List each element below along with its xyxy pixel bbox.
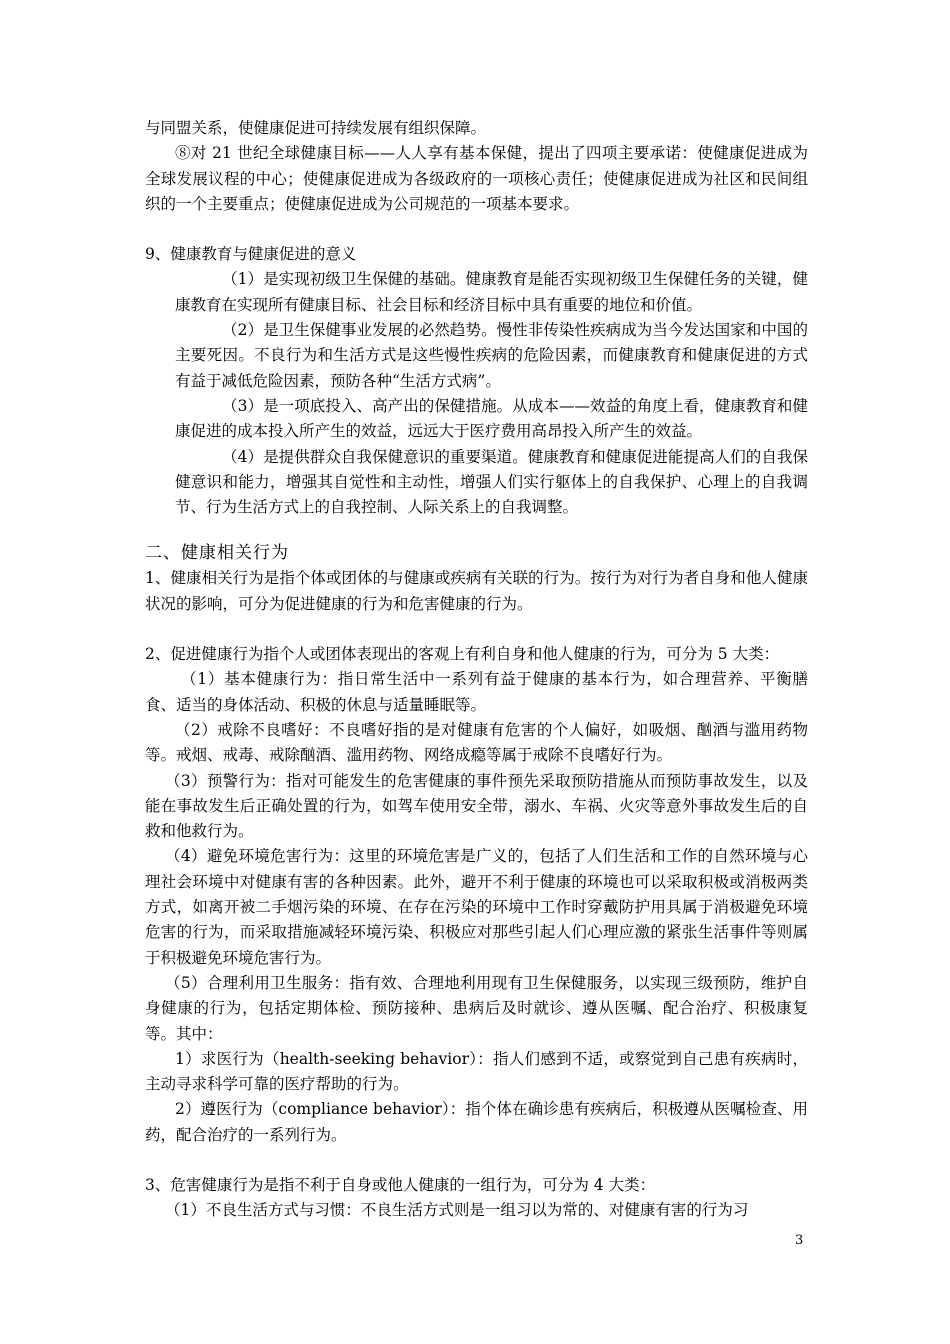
promoting-item-5-sub-1: 1）求医行为（health-seeking behavior）：指人们感到不适，或察觉到自己患有疾病时，主动寻求科学可靠的医疗帮助的行为。 bbox=[145, 1049, 808, 1094]
page-content bbox=[145, 116, 808, 1224]
spacer bbox=[145, 217, 808, 242]
promoting-item-4: （4）避免环境危害行为：这里的环境危害是广义的，包括了人们生活和工作的自然环境与心理社会环境中对健康有害的各种因素。此外，避开不利于健康的环境也可以采取积极或消极两类方式，如离开被二手烟污染的环境、在存在污染的环境中工作时穿戴防护用具属于消极避免环境危害的行为，而采取措施减轻环境污染、积极应对那些引起人们心理应激的紧张生活事件等则属于积极避免环境危害行为。 bbox=[145, 847, 808, 967]
spacer bbox=[145, 520, 808, 540]
section-9-item-4: （4）是提供群众自我保健意识的重要渠道。健康教育和健康促进能提高人们的自我保健意识和能力，增强其自觉性和主动性，增强人们实行躯体上的自我保护、心理上的自我调节、行为生活方式上的自我控制、人际关系上的自我调整。 bbox=[175, 447, 808, 517]
paragraph-continuation: 与同盟关系，使健康促进可持续发展有组织保障。 bbox=[145, 119, 487, 137]
page-number: 3 bbox=[795, 1233, 804, 1248]
section-9-item-3: （3）是一项底投入、高产出的保健措施。从成本——效益的角度上看，健康教育和健康促进的成本投入所产生的效益，远远大于医疗费用高昂投入所产生的效益。 bbox=[175, 396, 808, 441]
promoting-item-5-sub-2: 2）遵医行为（compliance behavior）：指个体在确诊患有疾病后，积极遵从医嘱检查、用药，配合治疗的一系列行为。 bbox=[145, 1100, 808, 1144]
section-9-item-1: （1）是实现初级卫生保健的基础。健康教育是能否实现初级卫生保健任务的关键，健康教育在实现所有健康目标、社会目标和经济目标中具有重要的地位和价值。 bbox=[175, 270, 808, 314]
spacer bbox=[145, 617, 808, 642]
promoting-item-2: （2）戒除不良嗜好：不良嗜好指的是对健康有危害的个人偏好，如吸烟、酗酒与滥用药物等。戒烟、戒毒、戒除酗酒、滥用药物、网络成瘾等属于戒除不良嗜好行为。 bbox=[145, 720, 808, 765]
section-9-item-2: （2）是卫生保健事业发展的必然趋势。慢性非传染性疾病成为当今发达国家和中国的主要死因。不良行为和生活方式是这些慢性疾病的危险因素，而健康教育和健康促进的方式有益于减低危险因素，预防各种“生活方式病”。 bbox=[175, 321, 808, 390]
section-heading-2: 二、健康相关行为 bbox=[145, 543, 289, 564]
paragraph-commitments: ⑧对 21 世纪全球健康目标——人人享有基本保健，提出了四项主要承诺：使健康促进成为全球发展议程的中心；使健康促进成为各级政府的一项核心责任；使健康促进成为社区和民间组织的一个主要重点；使健康促进成为公司规范的一项基本要求。 bbox=[145, 144, 808, 213]
promoting-item-5: （5）合理利用卫生服务：指有效、合理地利用现有卫生保健服务，以实现三级预防，维护自身健康的行为，包括定期体检、预防接种、患病后及时就诊、遵从医嘱、配合治疗、积极康复等。其中： bbox=[145, 973, 808, 1043]
spacer bbox=[145, 1148, 808, 1173]
health-promoting-behavior-intro: 2、促进健康行为指个人或团体表现出的客观上有利自身和他人健康的行为，可分为 5 大类： bbox=[145, 645, 780, 664]
section-9-list bbox=[145, 267, 808, 520]
health-risk-behavior-intro: 3、危害健康行为是指不利于自身或他人健康的一组行为，可分为 4 大类： bbox=[145, 1175, 656, 1194]
section-9-title: 9、健康教育与健康促进的意义 bbox=[145, 245, 357, 264]
promoting-item-3: （3）预警行为：指对可能发生的危害健康的事件预先采取预防措施从而预防事故发生，以及能在事故发生后正确处置的行为，如驾车使用安全带，溺水、车祸、火灾等意外事故发生后的自救和他救行为。 bbox=[145, 771, 808, 841]
promoting-item-1: （1）基本健康行为：指日常生活中一系列有益于健康的基本行为，如合理营养、平衡膳食、适当的身体活动、积极的休息与适量睡眠等。 bbox=[145, 670, 808, 714]
risk-item-1: （1）不良生活方式与习惯：不良生活方式则是一组习以为常的、对健康有害的行为习 bbox=[165, 1201, 749, 1220]
behavior-definition: 1、健康相关行为是指个体或团体的与健康或疾病有关联的行为。按行为对行为者自身和他人健康状况的影响，可分为促进健康的行为和危害健康的行为。 bbox=[145, 569, 808, 613]
